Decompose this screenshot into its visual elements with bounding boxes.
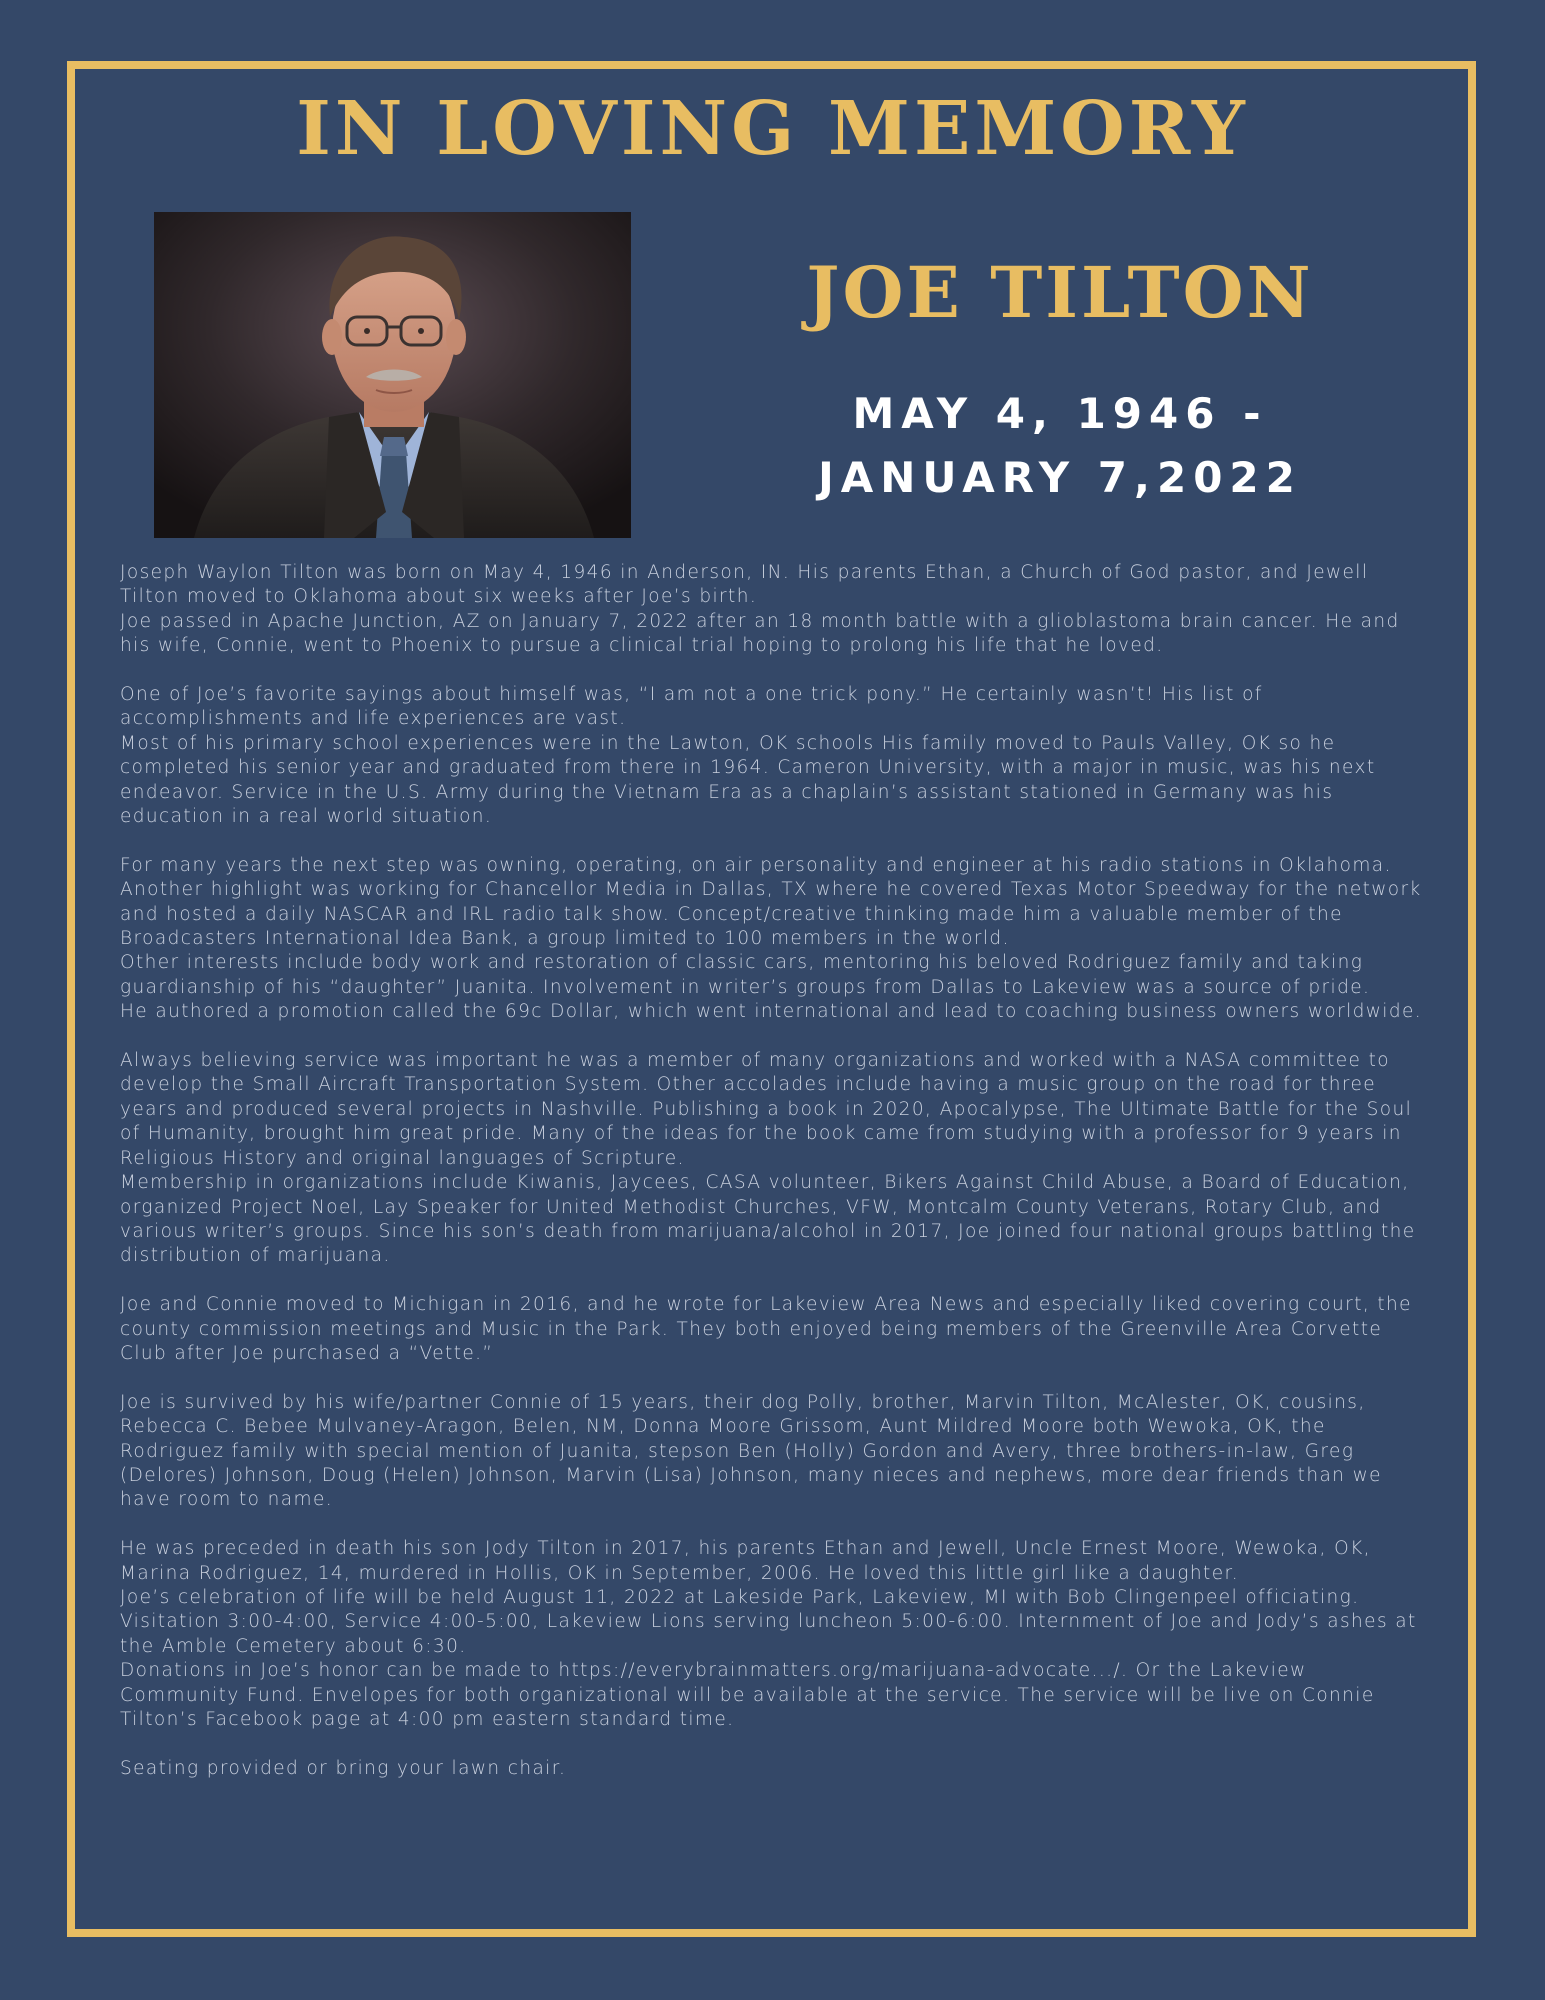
obituary-paragraph-3: One of Joe’s favorite sayings about himself was, “I am not a one trick pony.” He certainly wasn’t! His list of accomplishments and life experiences are vast. — [120, 684, 1263, 730]
portrait-photo — [154, 212, 631, 538]
portrait-illustration — [154, 212, 631, 538]
obituary-paragraph-5: For many years the next step was owning, operating, on air personality and engineer at his radio stations in Oklahoma. Another highlight was working for Chancellor Media in Dallas, TX where he covered Texas Motor Speedway for the network and hosted a daily NASCAR and IRL radio talk show. Concept/creative thinking made him a valuable member of the Broadcasters International Idea Bank, a group limited to 100 members in the world. — [120, 854, 1422, 950]
obituary-paragraph-6: Other interests include body work and restoration of classic cars, mentoring his beloved Rodriguez family and taking guardianship of his “daughter” Juanita. Involvement in writer’s groups from Dallas to Lakeview was a source of pride. — [120, 952, 1371, 998]
obituary-text — [120, 561, 1425, 1781]
birth-date: MAY 4, 1946 - — [852, 389, 1268, 438]
obituary-paragraph-2: Joe passed in Apache Junction, AZ on January 7, 2022 after an 18 month battle with a glioblastoma brain cancer. He and his wife, Connie, went to Phoenix to pursue a clinical trial hoping to prolong his life that he loved. — [120, 610, 1400, 657]
obituary-paragraph-4: Most of his primary school experiences were in the Lawton, OK schools His family moved to Pauls Valley, OK so he completed his senior year and graduated from there in 1964. Cameron University, with a major in music, was his next endeavor. Service in the U.S. Army during the Vietnam Era as a chaplain’s assistant stationed in Germany was his education in a real world situation. — [120, 732, 1376, 828]
death-date: JANUARY 7,2022 — [818, 453, 1302, 502]
page-title: IN LOVING MEMORY — [296, 86, 1249, 172]
obituary-paragraph-1: Joseph Waylon Tilton was born on May 4, 1946 in Anderson, IN. His parents Ethan, a Church of God pastor, and Jewell Tilton moved to Oklahoma about six weeks after Joe’s birth. — [120, 562, 1369, 608]
obituary-paragraph-7: He authored a promotion called the 69c Dollar, which went international and lead to coaching business owners worldwide. — [120, 1001, 1423, 1023]
obituary-paragraph-8: Always believing service was important he was a member of many organizations and worked with a NASA committee to develop the Small Aircraft Transportation System. Other accolades include having a music group on the road for three years and produced several projects in Nashville. Publishing a book in 2020, Apocalypse, The Ultimate Battle for the Soul of Humanity, brought him great pride. Many of the ideas for the book came from studying with a professor for 9 years in Religious History and original languages of Scripture. — [120, 1050, 1413, 1169]
obituary-paragraph-15: Seating provided or bring your lawn chair. — [120, 1757, 567, 1779]
life-dates — [740, 382, 1380, 510]
obituary-paragraph-11: Joe is survived by his wife/partner Connie of 15 years, their dog Polly, brother, Marvin Tilton, McAlester, OK, cousins, Rebecca C. Bebee Mulvaney-Aragon, Belen, NM, Donna Moore Grissom, Aunt Mildred Moore both Wewoka, OK, the Rodriguez family with special mention of Juanita, stepson Ben (Holly) Gordon and Avery, three brothers-in-law, Greg (Delores) Johnson, Doug (Helen) Johnson, Marvin (Lisa) Johnson, many nieces and nephews, more dear friends than we have room to name. — [120, 1391, 1382, 1511]
obituary-paragraph-13: Joe’s celebration of life will be held August 11, 2022 at Lakeside Park, Lakeview, MI with Bob Clingenpeel officiating. Visitation 3:00-4:00, Service 4:00-5:00, Lakeview Lions serving luncheon 5:00-6:00. Internment of Joe and Jody’s ashes at the Amble Cemetery about 6:30. — [120, 1586, 1417, 1657]
obituary-paragraph-10: Joe and Connie moved to Michigan in 2016, and he wrote for Lakeview Area News and especially liked covering court, the county commission meetings and Music in the Park. They both enjoyed being members of the Greenville Area Corvette Club after Joe purchased a “Vette.” — [120, 1294, 1412, 1364]
obituary-paragraph-9: Membership in organizations include Kiwanis, Jaycees, CASA volunteer, Bikers Against Child Abuse, a Board of Education, organized Project Noel, Lay Speaker for United Methodist Churches, VFW, Montcalm County Veterans, Rotary Club, and various writer’s groups. Since his son’s death from marijuana/alcohol in 2017, Joe joined four national groups battling the distribution of marijuana. — [120, 1172, 1416, 1267]
obituary-paragraph-14: Donations in Joe’s honor can be made to https://everybrainmatters.org/marijuana-advocate.../. Or the Lakeview Community Fund. Envelopes for both organizational will be available at the service. The service will be live on Connie Tilton’s Facebook page at 4:00 pm eastern standard time. — [120, 1660, 1375, 1730]
obituary-paragraph-12: He was preceded in death his son Jody Tilton in 2017, his parents Ethan and Jewell, Uncle Ernest Moore, Wewoka, OK, Marina Rodriguez, 14, murdered in Hollis, OK in September, 2006. He loved this little girl like a daughter. — [120, 1538, 1371, 1584]
deceased-name: JOE TILTON — [806, 251, 1314, 334]
